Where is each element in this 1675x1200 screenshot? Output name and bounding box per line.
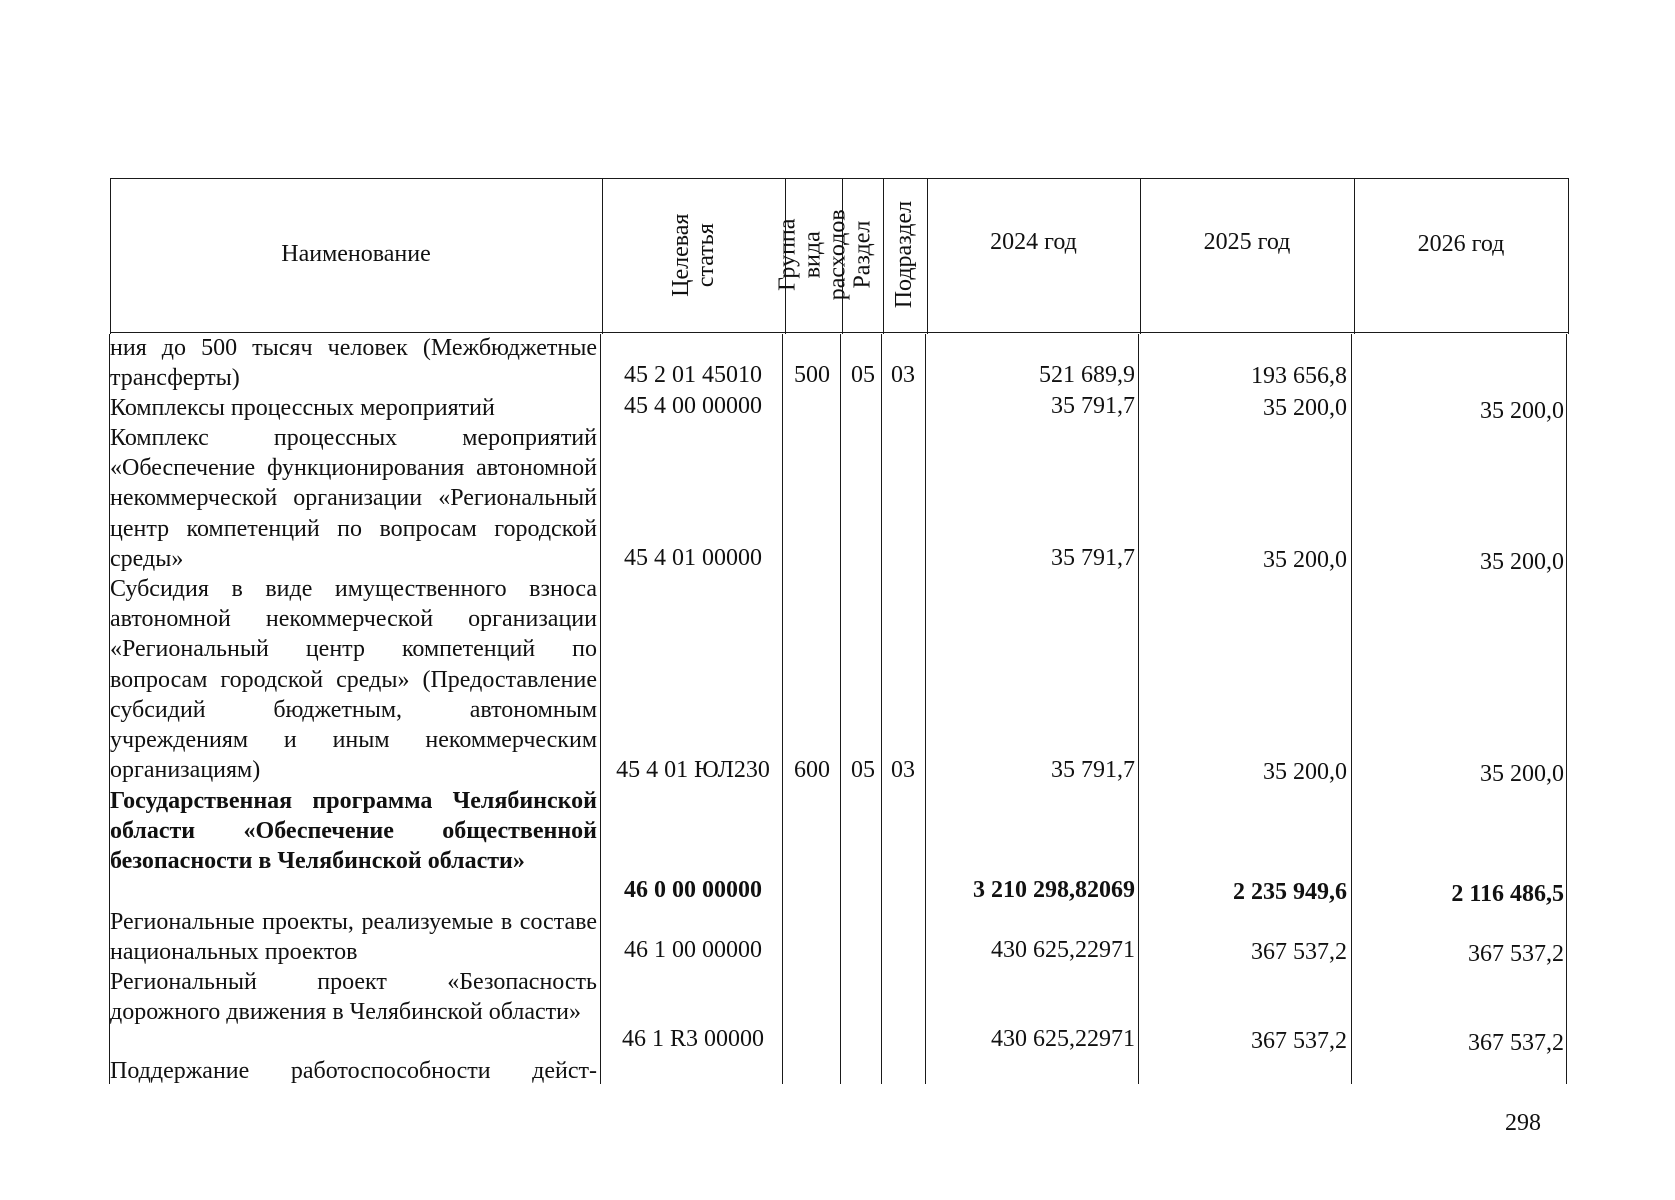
row-name: Региональные проекты, реализуемые в составе национальных проектов: [110, 909, 597, 966]
column-divider: [600, 334, 601, 1084]
row-name: Региональный проект «Безопасность дорожного движения в Челябинской области»: [110, 969, 597, 1026]
row-value-2026: 367 537,2: [1468, 941, 1564, 967]
column-divider: [1138, 334, 1139, 1084]
row-code: 45 4 01 ЮЛ230: [616, 757, 770, 783]
table-border-right: [1566, 334, 1567, 1084]
header-expense-group-cell: [774, 178, 852, 332]
row-code: 45 4 01 00000: [624, 545, 762, 571]
row-value-2025: 367 537,2: [1251, 939, 1347, 965]
header-section: Раздел: [848, 221, 875, 289]
row-value-2025: 35 200,0: [1263, 395, 1347, 421]
row-subsection: 03: [891, 362, 915, 388]
row-value-2025: 2 235 949,6: [1233, 879, 1347, 905]
row-value-2025: 35 200,0: [1263, 547, 1347, 573]
row-name: Комплекс процессных мероприятий «Обеспечение функционирования автономной некоммерческой организации «Региональный центр компетенций по вопросам городской среды»: [110, 425, 597, 572]
header-expense-group: Группа вида расходов: [774, 209, 852, 301]
row-value-2026: 2 116 486,5: [1451, 881, 1564, 907]
row-value-2024: 521 689,9: [1039, 362, 1135, 388]
header-target-article-cell: [602, 178, 785, 332]
header-year-2025: 2025 год: [1203, 229, 1291, 256]
row-code: 46 1 00 00000: [624, 937, 762, 963]
row-expense-group: 600: [794, 757, 830, 783]
row-value-2025: 35 200,0: [1263, 759, 1347, 785]
row-code: 46 1 R3 00000: [621, 1026, 764, 1052]
row-name: Субсидия в виде имущественного взноса автономной некоммерческой организации «Региональный центр компетенций по вопросам городской среды» (Предоставление субсидий бюджетным, автономным учреждениям и иным некоммерческим организациям): [110, 576, 597, 784]
row-value-2024: 3 210 298,82069: [973, 877, 1135, 903]
header-subsection-cell: [883, 178, 927, 332]
row-value-2026: 35 200,0: [1480, 549, 1564, 575]
row-value-2024: 35 791,7: [1051, 545, 1135, 571]
row-section: 05: [851, 757, 875, 783]
row-value-2026: 35 200,0: [1480, 761, 1564, 787]
column-divider: [881, 334, 882, 1084]
row-name: ния до 500 тысяч человек (Межбюджетные трансферты): [110, 335, 597, 392]
header-section-cell: [842, 178, 883, 332]
row-code: 45 2 01 45010: [624, 362, 762, 388]
header-name: Наименование: [281, 241, 431, 268]
page-number: 298: [1505, 1110, 1541, 1136]
column-divider: [782, 334, 783, 1084]
header-subsection: Подраздел: [891, 201, 918, 309]
row-value-2026: 35 200,0: [1480, 398, 1564, 424]
header-year-2026: 2026 год: [1417, 231, 1505, 258]
row-name: Государственная программа Челябинской области «Обеспечение общественной безопасности в Челябинской области»: [110, 788, 597, 875]
row-section: 05: [851, 362, 875, 388]
column-divider: [925, 334, 926, 1084]
row-value-2024: 430 625,22971: [991, 937, 1135, 963]
table-border-right: [1568, 178, 1569, 334]
row-code: 45 4 00 00000: [624, 393, 762, 419]
row-value-2024: 35 791,7: [1051, 393, 1135, 419]
row-name: Комплексы процессных мероприятий: [110, 395, 495, 421]
row-value-2025: 367 537,2: [1251, 1028, 1347, 1054]
column-divider: [1351, 334, 1352, 1084]
row-value-2024: 430 625,22971: [991, 1026, 1135, 1052]
row-name: Поддержание работоспособности дейст-: [110, 1058, 597, 1084]
row-expense-group: 500: [794, 362, 830, 388]
header-year-2024: 2024 год: [990, 229, 1077, 256]
header-target-article: Целевая статья: [667, 213, 719, 297]
row-value-2024: 35 791,7: [1051, 757, 1135, 783]
row-value-2025: 193 656,8: [1251, 363, 1347, 389]
column-divider: [840, 334, 841, 1084]
row-code: 46 0 00 00000: [624, 877, 762, 903]
row-subsection: 03: [891, 757, 915, 783]
row-value-2026: 367 537,2: [1468, 1030, 1564, 1056]
